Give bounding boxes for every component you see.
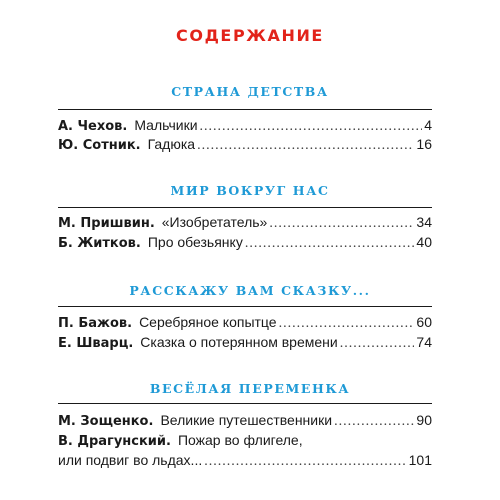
entry-page-number: 4 <box>424 117 432 133</box>
section-divider <box>58 306 432 307</box>
entry-title: Про обезьянку <box>147 234 243 250</box>
entry-title: Сказка о потерянном времени <box>140 334 338 350</box>
entry-page-number: 34 <box>416 214 432 230</box>
entry-author: Е. Шварц. <box>58 336 134 351</box>
section-title-rasskazhu-vam-skazku: РАССКАЖУ ВАМ СКАЗКУ... <box>129 283 371 298</box>
entry-author: Б. Житков. <box>58 236 141 251</box>
dot-leader <box>334 413 414 431</box>
entry-page-number: 101 <box>408 452 432 468</box>
toc-entry[interactable] <box>58 411 432 431</box>
entry-page-number: 74 <box>416 334 432 350</box>
entry-title: «Изобретатель» <box>161 214 268 230</box>
dot-leader <box>197 137 414 155</box>
section-title-strana-detstva: СТРАНА ДЕТСТВА <box>171 84 329 99</box>
entry-author: Ю. Сотник. <box>58 138 141 153</box>
entry-title-continuation: или подвиг во льдах... <box>58 452 203 468</box>
toc-entry[interactable] <box>58 213 432 233</box>
dot-leader <box>204 453 406 471</box>
toc-entry[interactable] <box>58 233 432 253</box>
dot-leader <box>245 235 415 253</box>
section-divider <box>58 207 432 208</box>
section-title-mir-vokrug-nas: МИР ВОКРУГ НАС <box>170 183 330 198</box>
dot-leader <box>340 335 415 353</box>
entry-title: Мальчики <box>134 117 198 133</box>
entry-author: П. Бажов. <box>58 316 133 331</box>
entry-title: Гадюка <box>147 136 196 152</box>
entry-author: М. Пришвин. <box>58 216 155 231</box>
toc-entry[interactable] <box>58 116 432 136</box>
section-title-veselaya-peremenka: ВЕСЁЛАЯ ПЕРЕМЕНКА <box>149 381 351 396</box>
section-divider <box>58 403 432 404</box>
entry-author: В. Драгунский. <box>58 434 171 449</box>
section-divider <box>58 109 432 110</box>
dot-leader <box>269 215 414 233</box>
toc-entry[interactable] <box>58 313 432 333</box>
entry-author: А. Чехов. <box>58 119 128 134</box>
toc-entry[interactable] <box>58 135 432 155</box>
entry-title: Великие путешественники <box>160 412 333 428</box>
entry-page-number: 60 <box>416 314 432 330</box>
entry-page-number: 40 <box>416 234 432 250</box>
entry-title: Серебряное копытце <box>139 314 277 330</box>
entry-page-number: 16 <box>416 136 432 152</box>
page-title: СОДЕРЖАНИЕ <box>176 26 324 45</box>
dot-leader <box>200 118 423 136</box>
entry-author: М. Зощенко. <box>58 414 154 429</box>
entry-page-number: 90 <box>416 412 432 428</box>
toc-entry[interactable] <box>58 431 432 471</box>
entry-title: Пожар во флигеле, <box>177 432 303 448</box>
dot-leader <box>279 315 415 333</box>
toc-entry[interactable] <box>58 333 432 353</box>
